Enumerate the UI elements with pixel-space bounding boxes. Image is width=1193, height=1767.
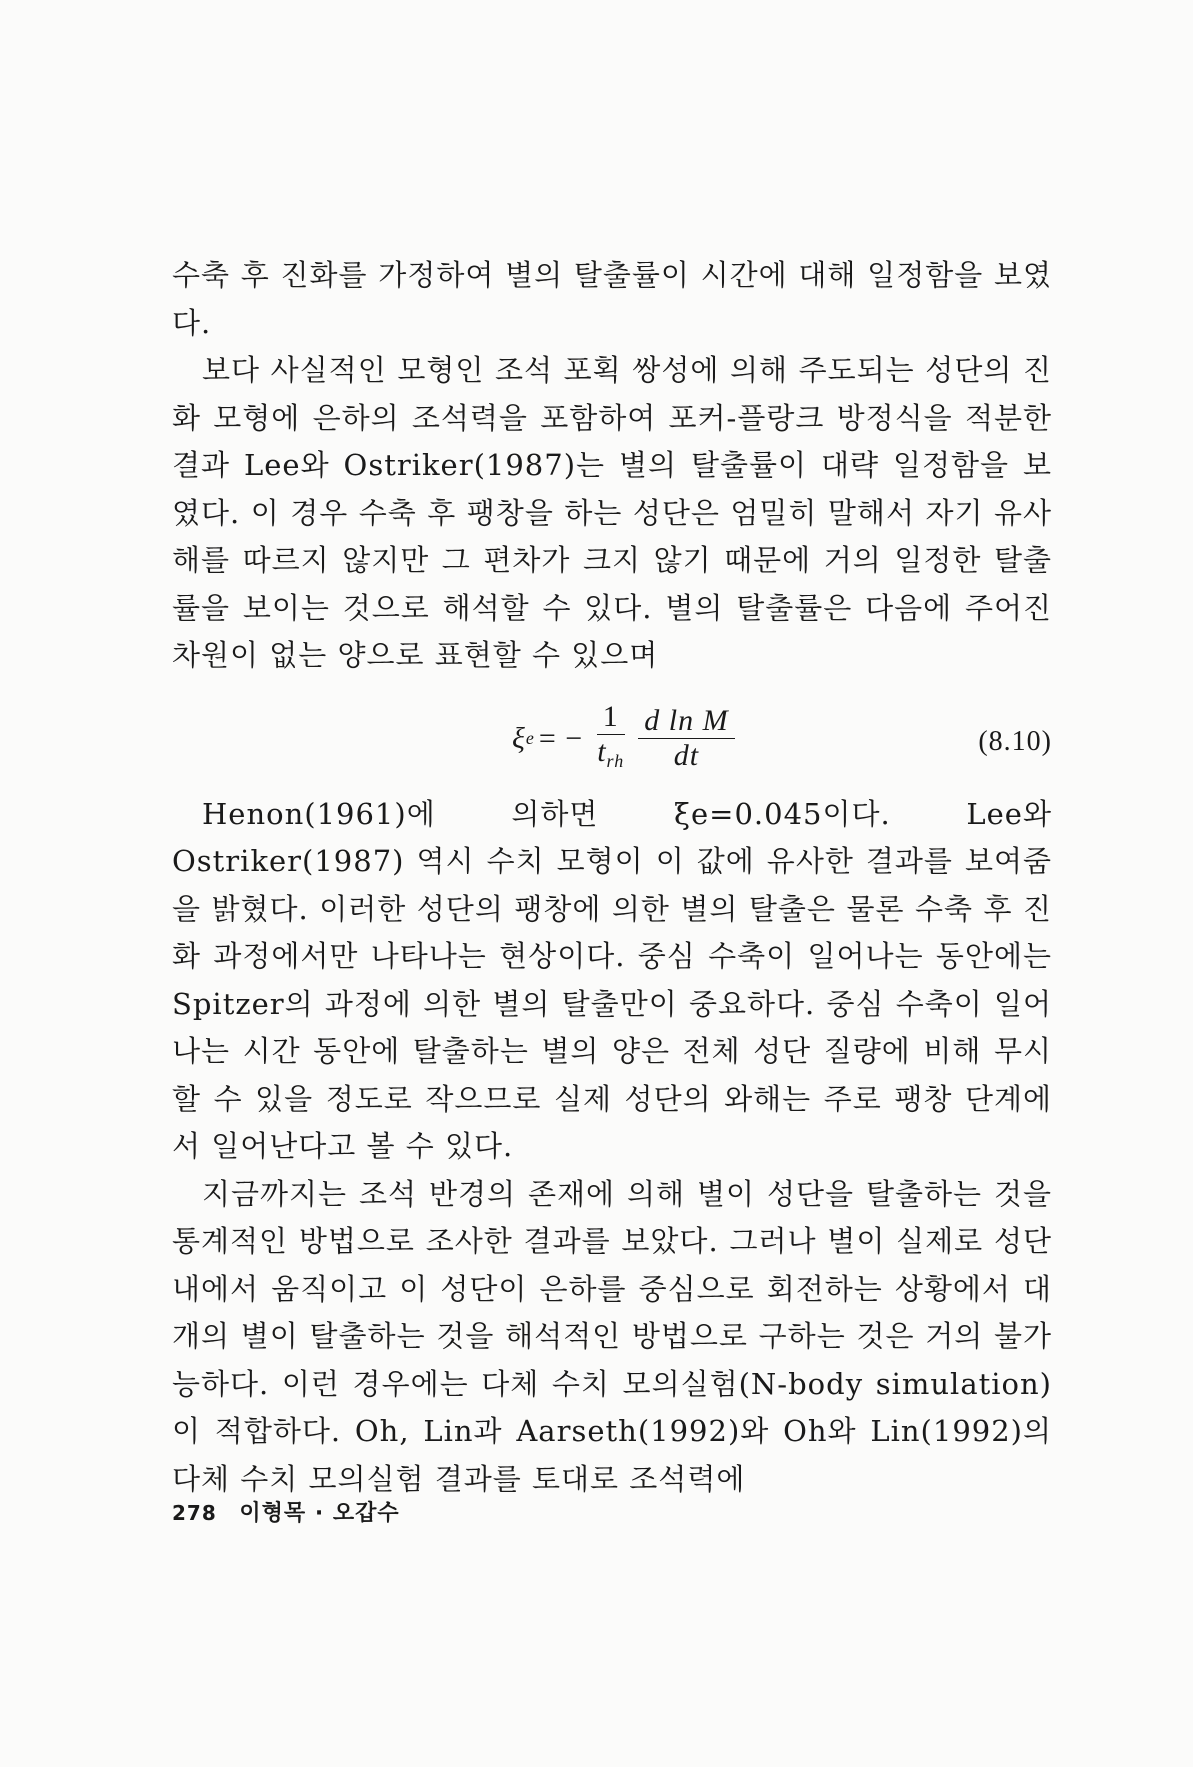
equation-8-10 bbox=[172, 690, 1052, 785]
author-names: 이형목 · 오갑수 bbox=[239, 1501, 400, 1526]
page-number: 278 bbox=[172, 1501, 217, 1525]
equation-body bbox=[512, 700, 739, 778]
page-footer bbox=[172, 1496, 400, 1527]
paragraph-henon: Henon(1961)에 의하면 ξe=0.045이다. Lee와 Ostriker(1987) 역시 수치 모형이 이 값에 유사한 결과를 보여줌을 밝혔다. 이러한 성단의 팽창에 의한 별의 탈출은 물론 수축 후 진화 과정에서만 나타나는 현상이다. 중심 수축이 일어나는 동안에는 Spitzer의 과정에 의한 별의 탈출만이 중요하다. 중심 수축이 일어나는 시간 동안에 탈출하는 별의 양은 전체 성단 질량에 비해 무시할 수 있을 정도로 작으므로 실제 성단의 와해는 주로 팽창 단계에서 일어난다고 볼 수 있다. bbox=[172, 796, 1052, 1163]
fraction-denominator: dt bbox=[673, 739, 700, 772]
xi-subscript: e bbox=[525, 727, 535, 748]
fraction-denominator: $t_{rh}$ bbox=[597, 734, 625, 771]
body-text bbox=[172, 252, 1052, 1503]
fraction-one-over-trh bbox=[591, 700, 630, 778]
fraction-dlnm-dt bbox=[638, 704, 734, 773]
paragraph-continuation: 수축 후 진화를 가정하여 별의 탈출률이 시간에 대해 일정함을 보였다. bbox=[172, 258, 1052, 340]
fraction-numerator: d ln M bbox=[638, 704, 734, 739]
fraction-numerator: 1 bbox=[597, 700, 625, 735]
xi-symbol: ξ bbox=[512, 721, 526, 755]
paragraph-nbody: 지금까지는 조석 반경의 존재에 의해 별이 성단을 탈출하는 것을 통계적인 방법으로 조사한 결과를 보았다. 그러나 별이 실제로 성단 내에서 움직이고 이 성단이 은하를 중심으로 회전하는 상황에서 대개의 별이 탈출하는 것을 해석적인 방법으로 구하는 것은 거의 불가능하다. 이런 경우에는 다체 수치 모의실험(N-body simulation)이 적합하다. Oh, Lin과 Aarseth(1992)와 Oh와 Lin(1992)의 다체 수치 모의실험 결과를 토대로 조석력에 bbox=[172, 1176, 1052, 1496]
paragraph-escape-rate: 보다 사실적인 모형인 조석 포획 쌍성에 의해 주도되는 성단의 진화 모형에 은하의 조석력을 포함하여 포커-플랑크 방정식을 적분한 결과 Lee와 Ostriker(1987)는 별의 탈출률이 대략 일정함을 보였다. 이 경우 수축 후 팽창을 하는 성단은 엄밀히 말해서 자기 유사해를 따르지 않지만 그 편차가 크지 않기 때문에 거의 일정한 탈출률을 보이는 것으로 해석할 수 있다. 별의 탈출률은 다음에 주어진 차원이 없는 양으로 표현할 수 있으며 bbox=[172, 353, 1052, 672]
equation-number: (8.10) bbox=[978, 725, 1052, 757]
equals-minus: = − bbox=[538, 721, 584, 755]
